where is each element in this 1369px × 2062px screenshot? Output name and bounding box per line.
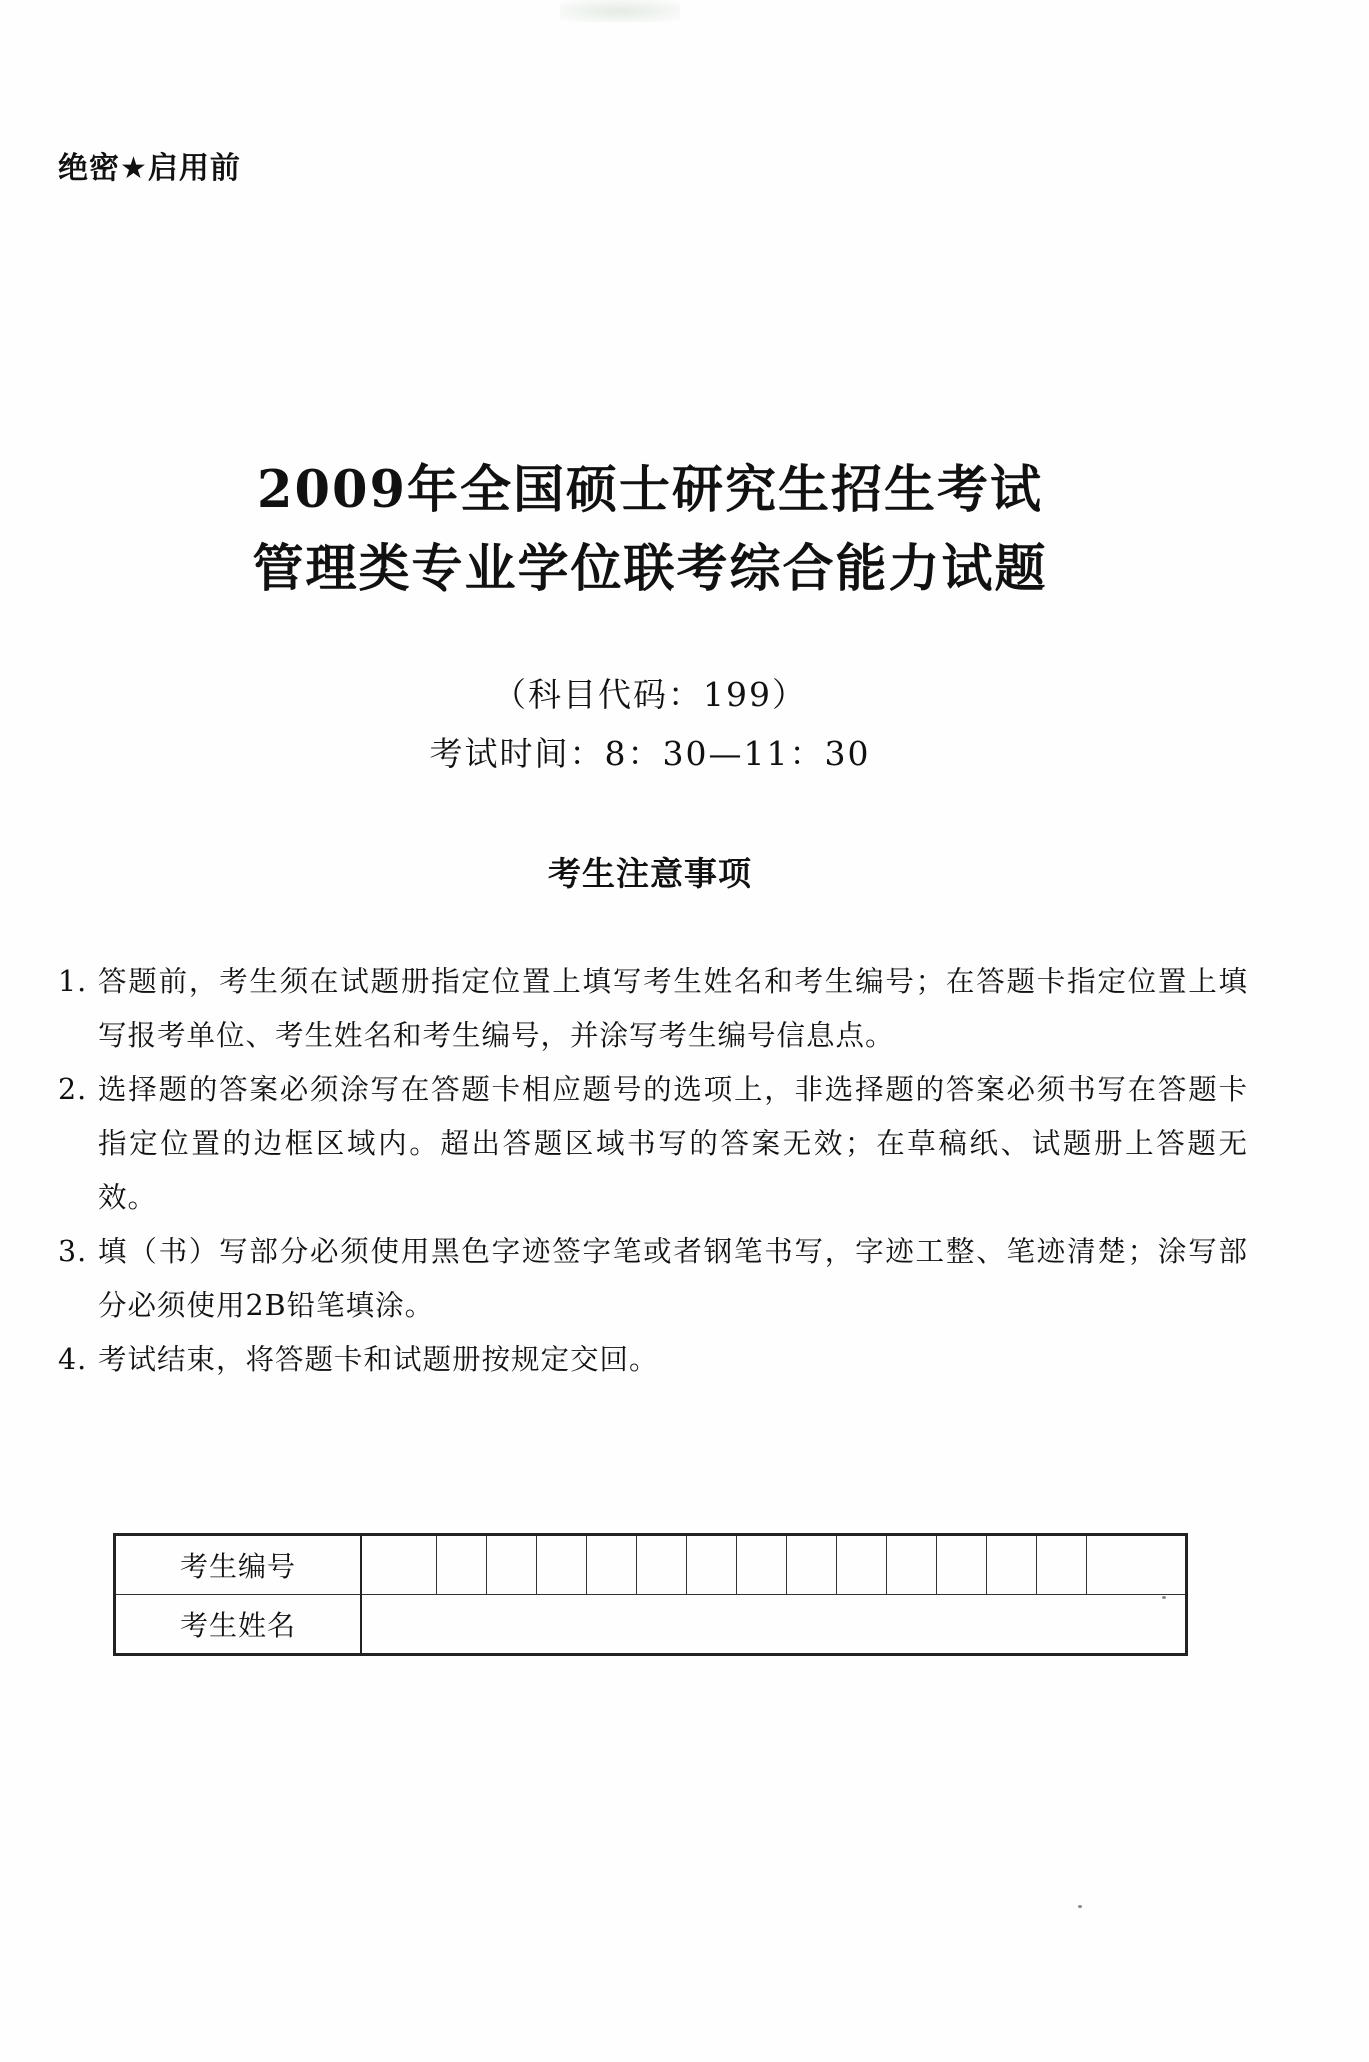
notice-item xyxy=(58,955,1248,1063)
candidate-number-box[interactable] xyxy=(586,1535,636,1595)
candidate-number-box[interactable] xyxy=(836,1535,886,1595)
notice-number: 4. xyxy=(58,1343,88,1376)
scan-smudge xyxy=(560,0,680,22)
candidate-number-box[interactable] xyxy=(936,1535,986,1595)
notice-text: 填（书）写部分必须使用黑色字迹签字笔或者钢笔书写，字迹工整、笔迹清楚；涂写部分必须使用2B铅笔填涂。 xyxy=(98,1235,1248,1322)
notice-list xyxy=(58,955,1248,1387)
candidate-number-box[interactable] xyxy=(736,1535,786,1595)
candidate-number-box[interactable] xyxy=(361,1535,436,1595)
candidate-number-box[interactable] xyxy=(986,1535,1036,1595)
candidate-name-label: 考生姓名 xyxy=(115,1595,362,1655)
notice-text: 选择题的答案必须涂写在答题卡相应题号的选项上，非选择题的答案必须书写在答题卡指定位置的边框区域内。超出答题区域书写的答案无效；在草稿纸、试题册上答题无效。 xyxy=(98,1073,1248,1214)
candidate-number-box[interactable] xyxy=(886,1535,936,1595)
notice-heading: 考生注意事项 xyxy=(548,854,752,893)
confidential-label: 绝密★启用前 xyxy=(58,151,241,186)
candidate-number-box[interactable] xyxy=(1086,1535,1186,1595)
subject-code: （科目代码：199） xyxy=(493,675,807,714)
exam-title-line2: 管理类专业学位联考综合能力试题 xyxy=(252,539,1048,599)
notice-number: 2. xyxy=(58,1073,88,1106)
notice-item xyxy=(58,1225,1248,1333)
candidate-number-row xyxy=(115,1535,1187,1595)
notice-number: 1. xyxy=(58,965,88,998)
notice-text: 答题前，考生须在试题册指定位置上填写考生姓名和考生编号；在答题卡指定位置上填写报考单位、考生姓名和考生编号，并涂写考生编号信息点。 xyxy=(98,965,1248,1052)
exam-time: 考试时间：8：30—11：30 xyxy=(429,734,871,773)
candidate-number-box[interactable] xyxy=(536,1535,586,1595)
notice-item xyxy=(58,1063,1248,1225)
candidate-name-row xyxy=(115,1595,1187,1655)
candidate-number-box[interactable] xyxy=(786,1535,836,1595)
candidate-name-field[interactable] xyxy=(361,1595,1187,1655)
candidate-number-box[interactable] xyxy=(1036,1535,1086,1595)
candidate-number-label: 考生编号 xyxy=(115,1535,362,1595)
candidate-info-table xyxy=(113,1533,1188,1656)
notice-number: 3. xyxy=(58,1235,88,1268)
exam-title-line1: 2009年全国硕士研究生招生考试 xyxy=(257,460,1043,520)
candidate-number-box[interactable] xyxy=(436,1535,486,1595)
notice-text: 考试结束，将答题卡和试题册按规定交回。 xyxy=(98,1343,659,1376)
candidate-number-box[interactable] xyxy=(686,1535,736,1595)
candidate-number-box[interactable] xyxy=(486,1535,536,1595)
candidate-number-box[interactable] xyxy=(636,1535,686,1595)
scan-speck xyxy=(1162,1596,1166,1599)
scan-speck xyxy=(1078,1905,1082,1908)
notice-item xyxy=(58,1333,1248,1387)
